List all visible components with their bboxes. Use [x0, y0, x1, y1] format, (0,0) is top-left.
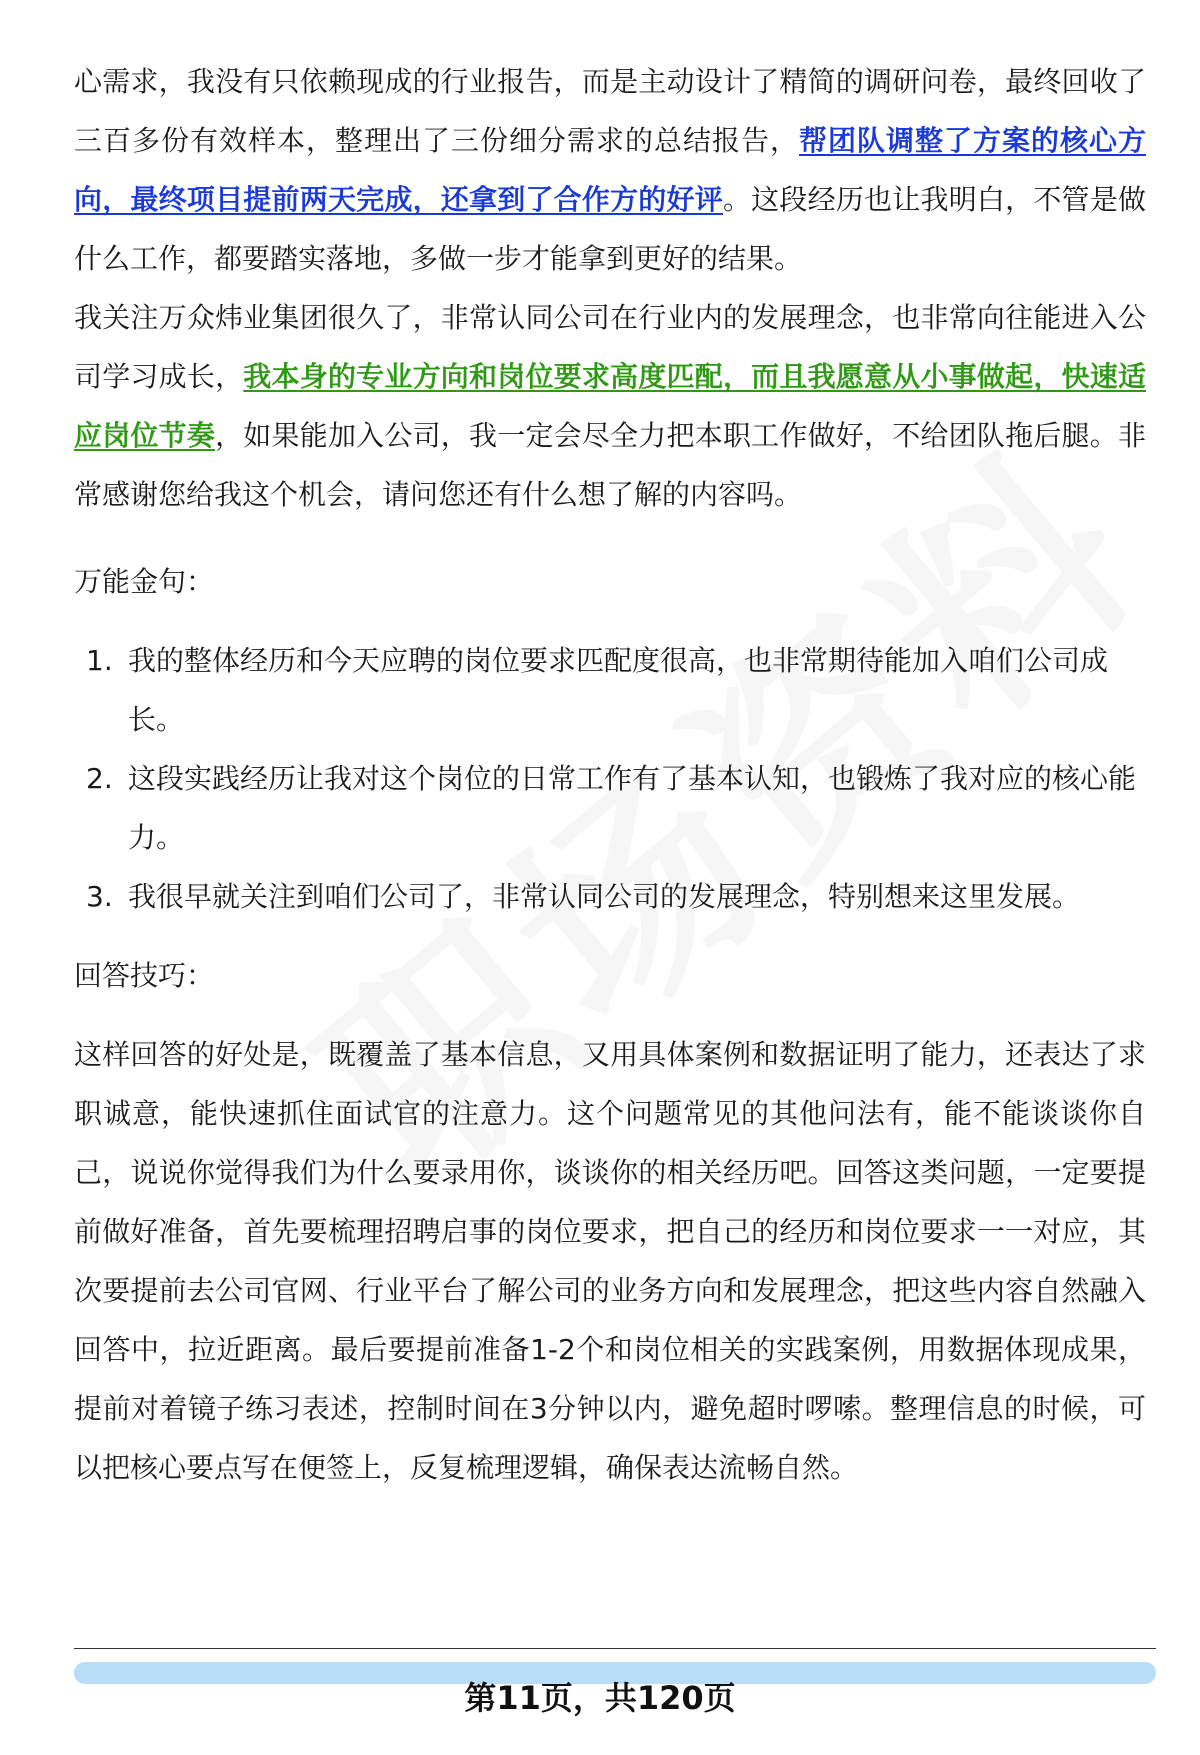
- intro-paragraph: [74, 52, 1146, 288]
- tips-heading: 回答技巧：: [74, 959, 215, 992]
- list-text: 我很早就关注到咱们公司了，非常认同公司的发展理念，特别想来这里发展。: [128, 880, 1081, 913]
- intro-highlight: 帮团队调整了方案的核心方向，最终项目提前两天完成，还拿到了合作方的好评: [74, 124, 1146, 216]
- list-item: [74, 867, 1146, 926]
- list-item: [74, 631, 1146, 749]
- company-text-1: 我关注万众炜业集团很久了，非常认同公司在行业内的发展理念，也非常向往能进入公司学习成长，: [74, 301, 1146, 393]
- page-number: 第11页，共120页: [464, 1679, 736, 1717]
- intro-text-2: 。这段经历也让我明白，不管是做什么工作，都要踏实落地，多做一步才能拿到更好的结果。: [74, 183, 1146, 275]
- list-number: 3.: [86, 880, 113, 913]
- company-paragraph: [74, 288, 1146, 524]
- intro-text-1: 心需求，我没有只依赖现成的行业报告，而是主动设计了精简的调研问卷，最终回收了三百多份有效样本，整理出了三份细分需求的总结报告，: [74, 65, 1146, 157]
- tips-paragraph: 这样回答的好处是，既覆盖了基本信息，又用具体案例和数据证明了能力，还表达了求职诚意，能快速抓住面试官的注意力。这个问题常见的其他问法有，能不能谈谈你自己，说说你觉得我们为什么要录用你，谈谈你的相关经历吧。回答这类问题，一定要提前做好准备，首先要梳理招聘启事的岗位要求，把自己的经历和岗位要求一一对应，其次要提前去公司官网、行业平台了解公司的业务方向和发展理念，把这些内容自然融入回答中，拉近距离。最后要提前准备1-2个和岗位相关的实践案例，用数据体现成果，提前对着镜子练习表述，控制时间在3分钟以内，避免超时啰嗦。整理信息的时候，可以把核心要点写在便签上，反复梳理逻辑，确保表达流畅自然。: [74, 1038, 1146, 1484]
- list-text: 这段实践经历让我对这个岗位的日常工作有了基本认知，也锻炼了我对应的核心能力。: [128, 762, 1137, 854]
- company-highlight: 我本身的专业方向和岗位要求高度匹配，而且我愿意从小事做起，快速适应岗位节奏: [74, 360, 1146, 452]
- list-item: [74, 749, 1146, 867]
- golden-list: [74, 631, 1146, 926]
- list-text: 我的整体经历和今天应聘的岗位要求匹配度很高，也非常期待能加入咱们公司成长。: [128, 644, 1109, 736]
- list-number: 1.: [86, 644, 113, 677]
- document-body: [74, 52, 1146, 1497]
- golden-heading: 万能金句：: [74, 565, 215, 598]
- footer-divider: [74, 1648, 1156, 1649]
- list-number: 2.: [86, 762, 113, 795]
- company-text-2: ，如果能加入公司，我一定会尽全力把本职工作做好，不给团队拖后腿。非常感谢您给我这个机会，请问您还有什么想了解的内容吗。: [74, 419, 1146, 511]
